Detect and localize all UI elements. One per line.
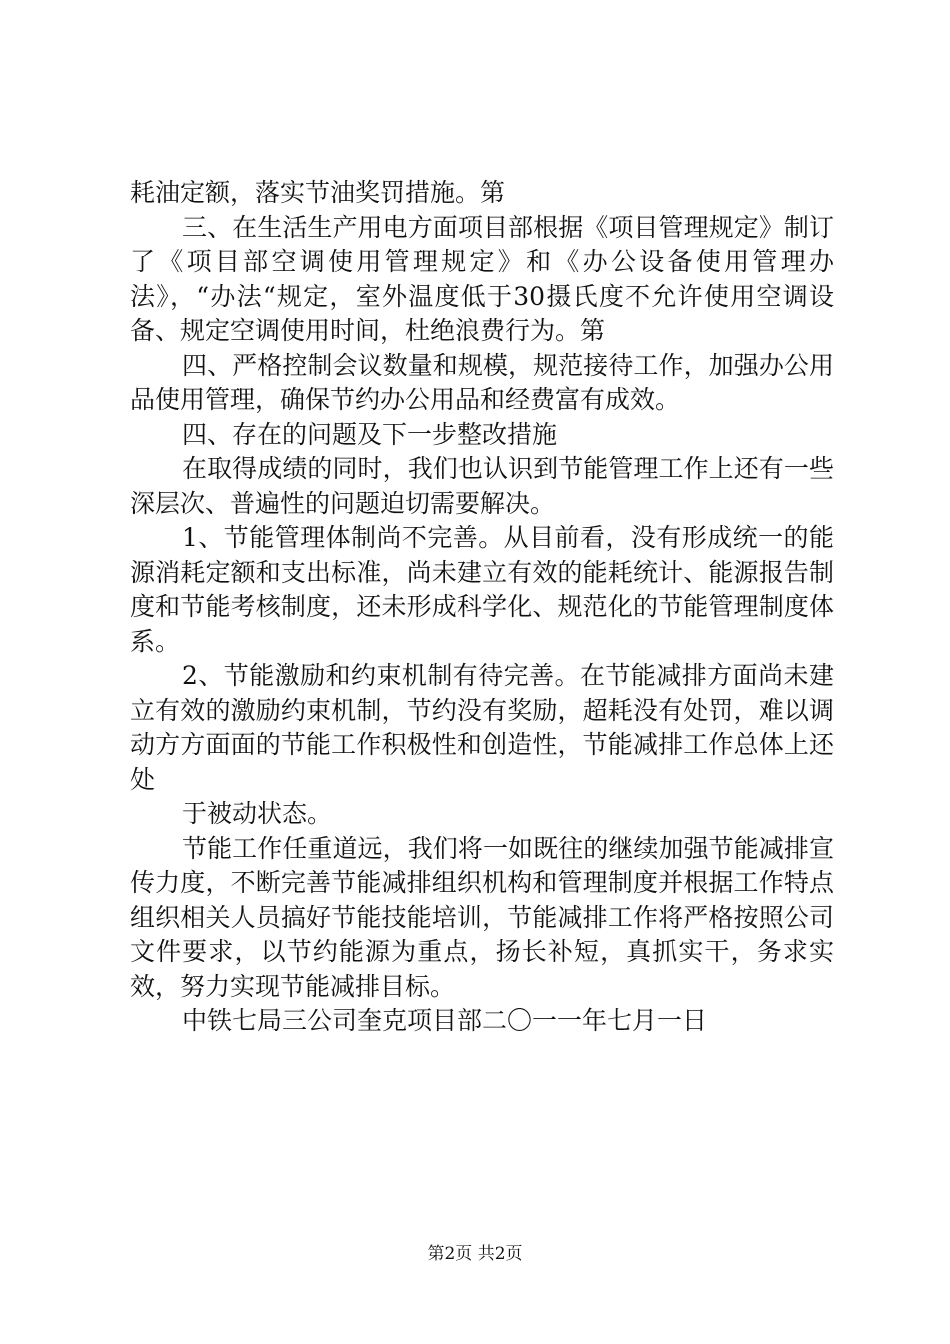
paragraph: 2、节能激励和约束机制有待完善。在节能减排方面尚未建立有效的激励约束机制，节约没有奖励，超耗没有处罚，难以调动方方面面的节能工作积极性和创造性，节能减排工作总体上还处: [130, 661, 834, 794]
paragraph: 于被动状态。: [182, 799, 333, 828]
paragraph: 1、节能管理体制尚不完善。从目前看，没有形成统一的能源消耗定额和支出标准，尚未建立有效的能耗统计、能源报告制度和节能考核制度，还未形成科学化、规范化的节能管理制度体系。: [130, 523, 834, 656]
paragraph: 四、存在的问题及下一步整改措施: [182, 419, 558, 449]
paragraph: 在取得成绩的同时，我们也认识到节能管理工作上还有一些深层次、普遍性的问题迫切需要解决。: [130, 454, 834, 518]
paragraph: 中铁七局三公司奎克项目部二〇一一年七月一日: [182, 1006, 708, 1035]
page-footer: 第2页 共2页: [427, 1244, 523, 1264]
paragraph: 四、严格控制会议数量和规模，规范接待工作，加强办公用品使用管理，确保节约办公用品和经费富有成效。: [130, 350, 834, 414]
paragraph: 节能工作任重道远，我们将一如既往的继续加强节能减排宣传力度，不断完善节能减排组织机构和管理制度并根据工作特点组织相关人员搞好节能技能培训，节能减排工作将严格按照公司文件要求，以节约能源为重点，扬长补短，真抓实干，务求实效，努力实现节能减排目标。: [130, 833, 834, 1001]
paragraph: 三、在生活生产用电方面项目部根据《项目管理规定》制订了《项目部空调使用管理规定》和《办公设备使用管理办法》，“办法“规定，室外温度低于30摄氏度不允许使用空调设备、规定空调使用时间，杜绝浪费行为。第: [130, 212, 834, 345]
document-body: [130, 176, 834, 1039]
paragraph: 耗油定额，落实节油奖罚措施。第: [130, 178, 506, 207]
